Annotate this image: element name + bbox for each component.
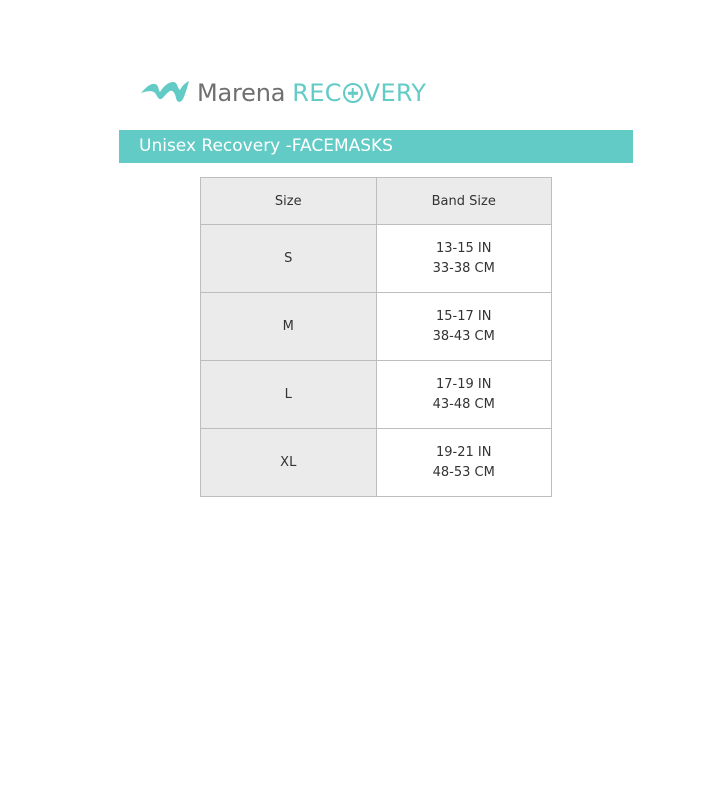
brand-wordmark (197, 78, 426, 108)
size-chart-table (200, 177, 552, 497)
band-size-value (376, 429, 552, 497)
size-value: M (201, 293, 377, 361)
brand-subtitle-part-1: REC (292, 79, 342, 107)
band-size-value (376, 361, 552, 429)
table-row (201, 361, 552, 429)
marena-wave-logo-icon (140, 78, 190, 108)
band-inches: 15-17 IN (436, 308, 492, 324)
brand-subtitle-part-2: VERY (363, 79, 427, 107)
page-title: Unisex Recovery -FACEMASKS (119, 130, 633, 163)
band-centimeters: 33-38 CM (432, 260, 495, 276)
table-row (201, 429, 552, 497)
band-inches: 19-21 IN (436, 444, 492, 460)
band-inches: 13-15 IN (436, 240, 492, 256)
brand-subtitle (292, 79, 426, 107)
band-centimeters: 38-43 CM (432, 328, 495, 344)
band-centimeters: 48-53 CM (432, 464, 495, 480)
table-row (201, 225, 552, 293)
header-size: Size (201, 178, 377, 225)
header-band-size: Band Size (376, 178, 552, 225)
size-value: L (201, 361, 377, 429)
band-size-value (376, 293, 552, 361)
size-value: XL (201, 429, 377, 497)
medical-cross-icon (343, 83, 363, 103)
table-header-row (201, 178, 552, 225)
size-value: S (201, 225, 377, 293)
table-row (201, 293, 552, 361)
brand-name: Marena (197, 79, 286, 107)
band-centimeters: 43-48 CM (432, 396, 495, 412)
band-size-value (376, 225, 552, 293)
band-inches: 17-19 IN (436, 376, 492, 392)
brand-logo (140, 76, 426, 110)
